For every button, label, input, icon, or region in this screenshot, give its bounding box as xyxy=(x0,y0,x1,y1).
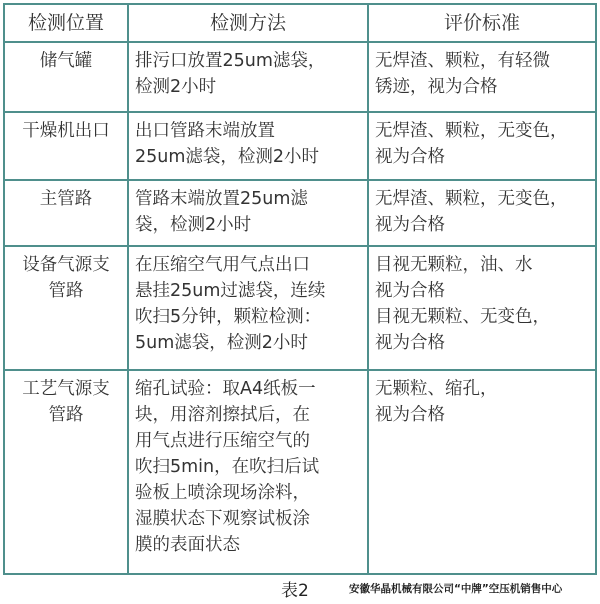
header-position: 检测位置 xyxy=(27,12,104,34)
method-cell: 出口管路末端放置 25um滤袋，检测2小时 xyxy=(135,121,320,167)
criteria-cell: 目视无颗粒，油、水 视为合格 目视无颗粒、无变色， 视为合格 xyxy=(375,255,550,353)
criteria-cell: 无焊渣、颗粒，无变色， 视为合格 xyxy=(375,121,568,167)
position-cell: 主管路 xyxy=(39,189,93,209)
method-cell: 排污口放置25um滤袋， 检测2小时 xyxy=(135,51,326,97)
company-watermark: 安徽华晶机械有限公司“中牌”空压机销售中心 xyxy=(349,583,563,595)
table-row xyxy=(5,371,595,573)
position-cell: 设备气源支 管路 xyxy=(22,255,110,301)
criteria-cell: 无焊渣、颗粒，无变色， 视为合格 xyxy=(375,189,568,235)
header-criteria: 评价标准 xyxy=(443,12,520,34)
table-caption: 表2 xyxy=(281,581,309,601)
table-header-row xyxy=(5,5,595,41)
position-cell: 储气罐 xyxy=(39,51,93,71)
inspection-table xyxy=(3,3,597,575)
table-row xyxy=(5,181,595,245)
header-method: 检测方法 xyxy=(209,12,286,34)
table-row xyxy=(5,43,595,111)
table-row xyxy=(5,113,595,179)
table-row xyxy=(5,247,595,369)
criteria-cell: 无颗粒、缩孔， 视为合格 xyxy=(375,379,498,425)
criteria-cell: 无焊渣、颗粒，有轻微 锈迹，视为合格 xyxy=(375,51,550,97)
position-cell: 干燥机出口 xyxy=(22,121,110,141)
method-cell: 管路末端放置25um滤 袋，检测2小时 xyxy=(135,189,308,235)
method-cell: 在压缩空气用气点出口 悬挂25um过滤袋，连续 吹扫5分钟，颗粒检测： 5um滤袋，检测2小时 xyxy=(135,255,326,353)
method-cell: 缩孔试验：取A4纸板一 块，用溶剂擦拭后，在 用气点进行压缩空气的 吹扫5min，在吹扫后试 验板上喷涂现场涂料， 湿膜状态下观察试板涂 膜的表面状态 xyxy=(135,379,320,555)
position-cell: 工艺气源支 管路 xyxy=(22,379,110,425)
